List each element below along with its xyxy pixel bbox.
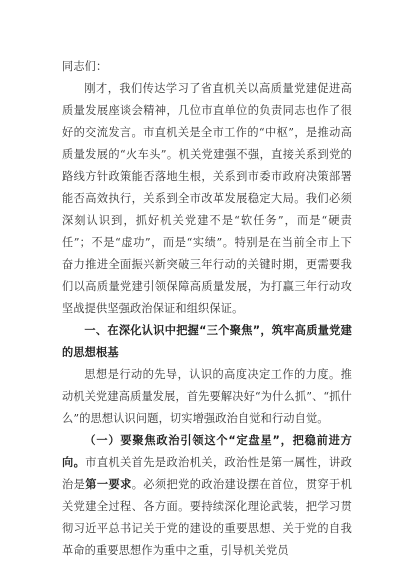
paragraph-text-part1: 市直机关首先是政治机关，政治性是第一属性，讲政治是 [62, 456, 352, 491]
paragraph-text-part2: 。必须把党的政治建设摆在首位，贯穿于机关党建全过程、各方面。要持续深化理论武装，把学习贯彻习近平总书记关于党的建设的重要思想、关于党的自我革命的重要思想作为重中之重，引导机关党员 [62, 478, 352, 557]
paragraph-political-guidance [62, 430, 352, 562]
sub-heading-1: （一）要聚焦政治引领这个“定盘星”，把稳前进方向。 [62, 434, 352, 469]
paragraph-intro: 刚才，我们传达学习了省直机关以高质量党建促进高质量发展座谈会精神，几位市直单位的负责同志也作了很好的交流发言。市直机关是全市工作的“中枢”，是推动高质量发展的“火车头”。机关党建强不强，直接关系到党的路线方针政策能否落地生根，关系到市委市政府决策部署能否高效执行，关系到全市改革发展稳定大局。我们必须深刻认识到，抓好机关党建不是“软任务”，而是“硬责任”；不是“虚功”，而是“实绩”。特别是在当前全市上下奋力推进全面振兴新突破三年行动的关键时期，更需要我们以高质量党建引领保障高质量发展，为打赢三年行动攻坚战提供坚强政治保证和组织保证。 [62, 82, 352, 315]
paragraph-thinking: 思想是行动的先导，认识的高度决定工作的力度。推动机关党建高质量发展，首先要解决好“为什么抓”、“抓什么”的思想认识问题，切实增强政治自觉和行动自觉。 [62, 368, 352, 425]
salutation: 同志们： [62, 60, 108, 73]
section-heading-1: 一、在深化认识中把握“三个聚焦”，筑牢高质量党建的思想根基 [62, 324, 352, 359]
emphasis-first-requirement: 第一要求 [85, 478, 132, 491]
document-body [62, 56, 352, 562]
